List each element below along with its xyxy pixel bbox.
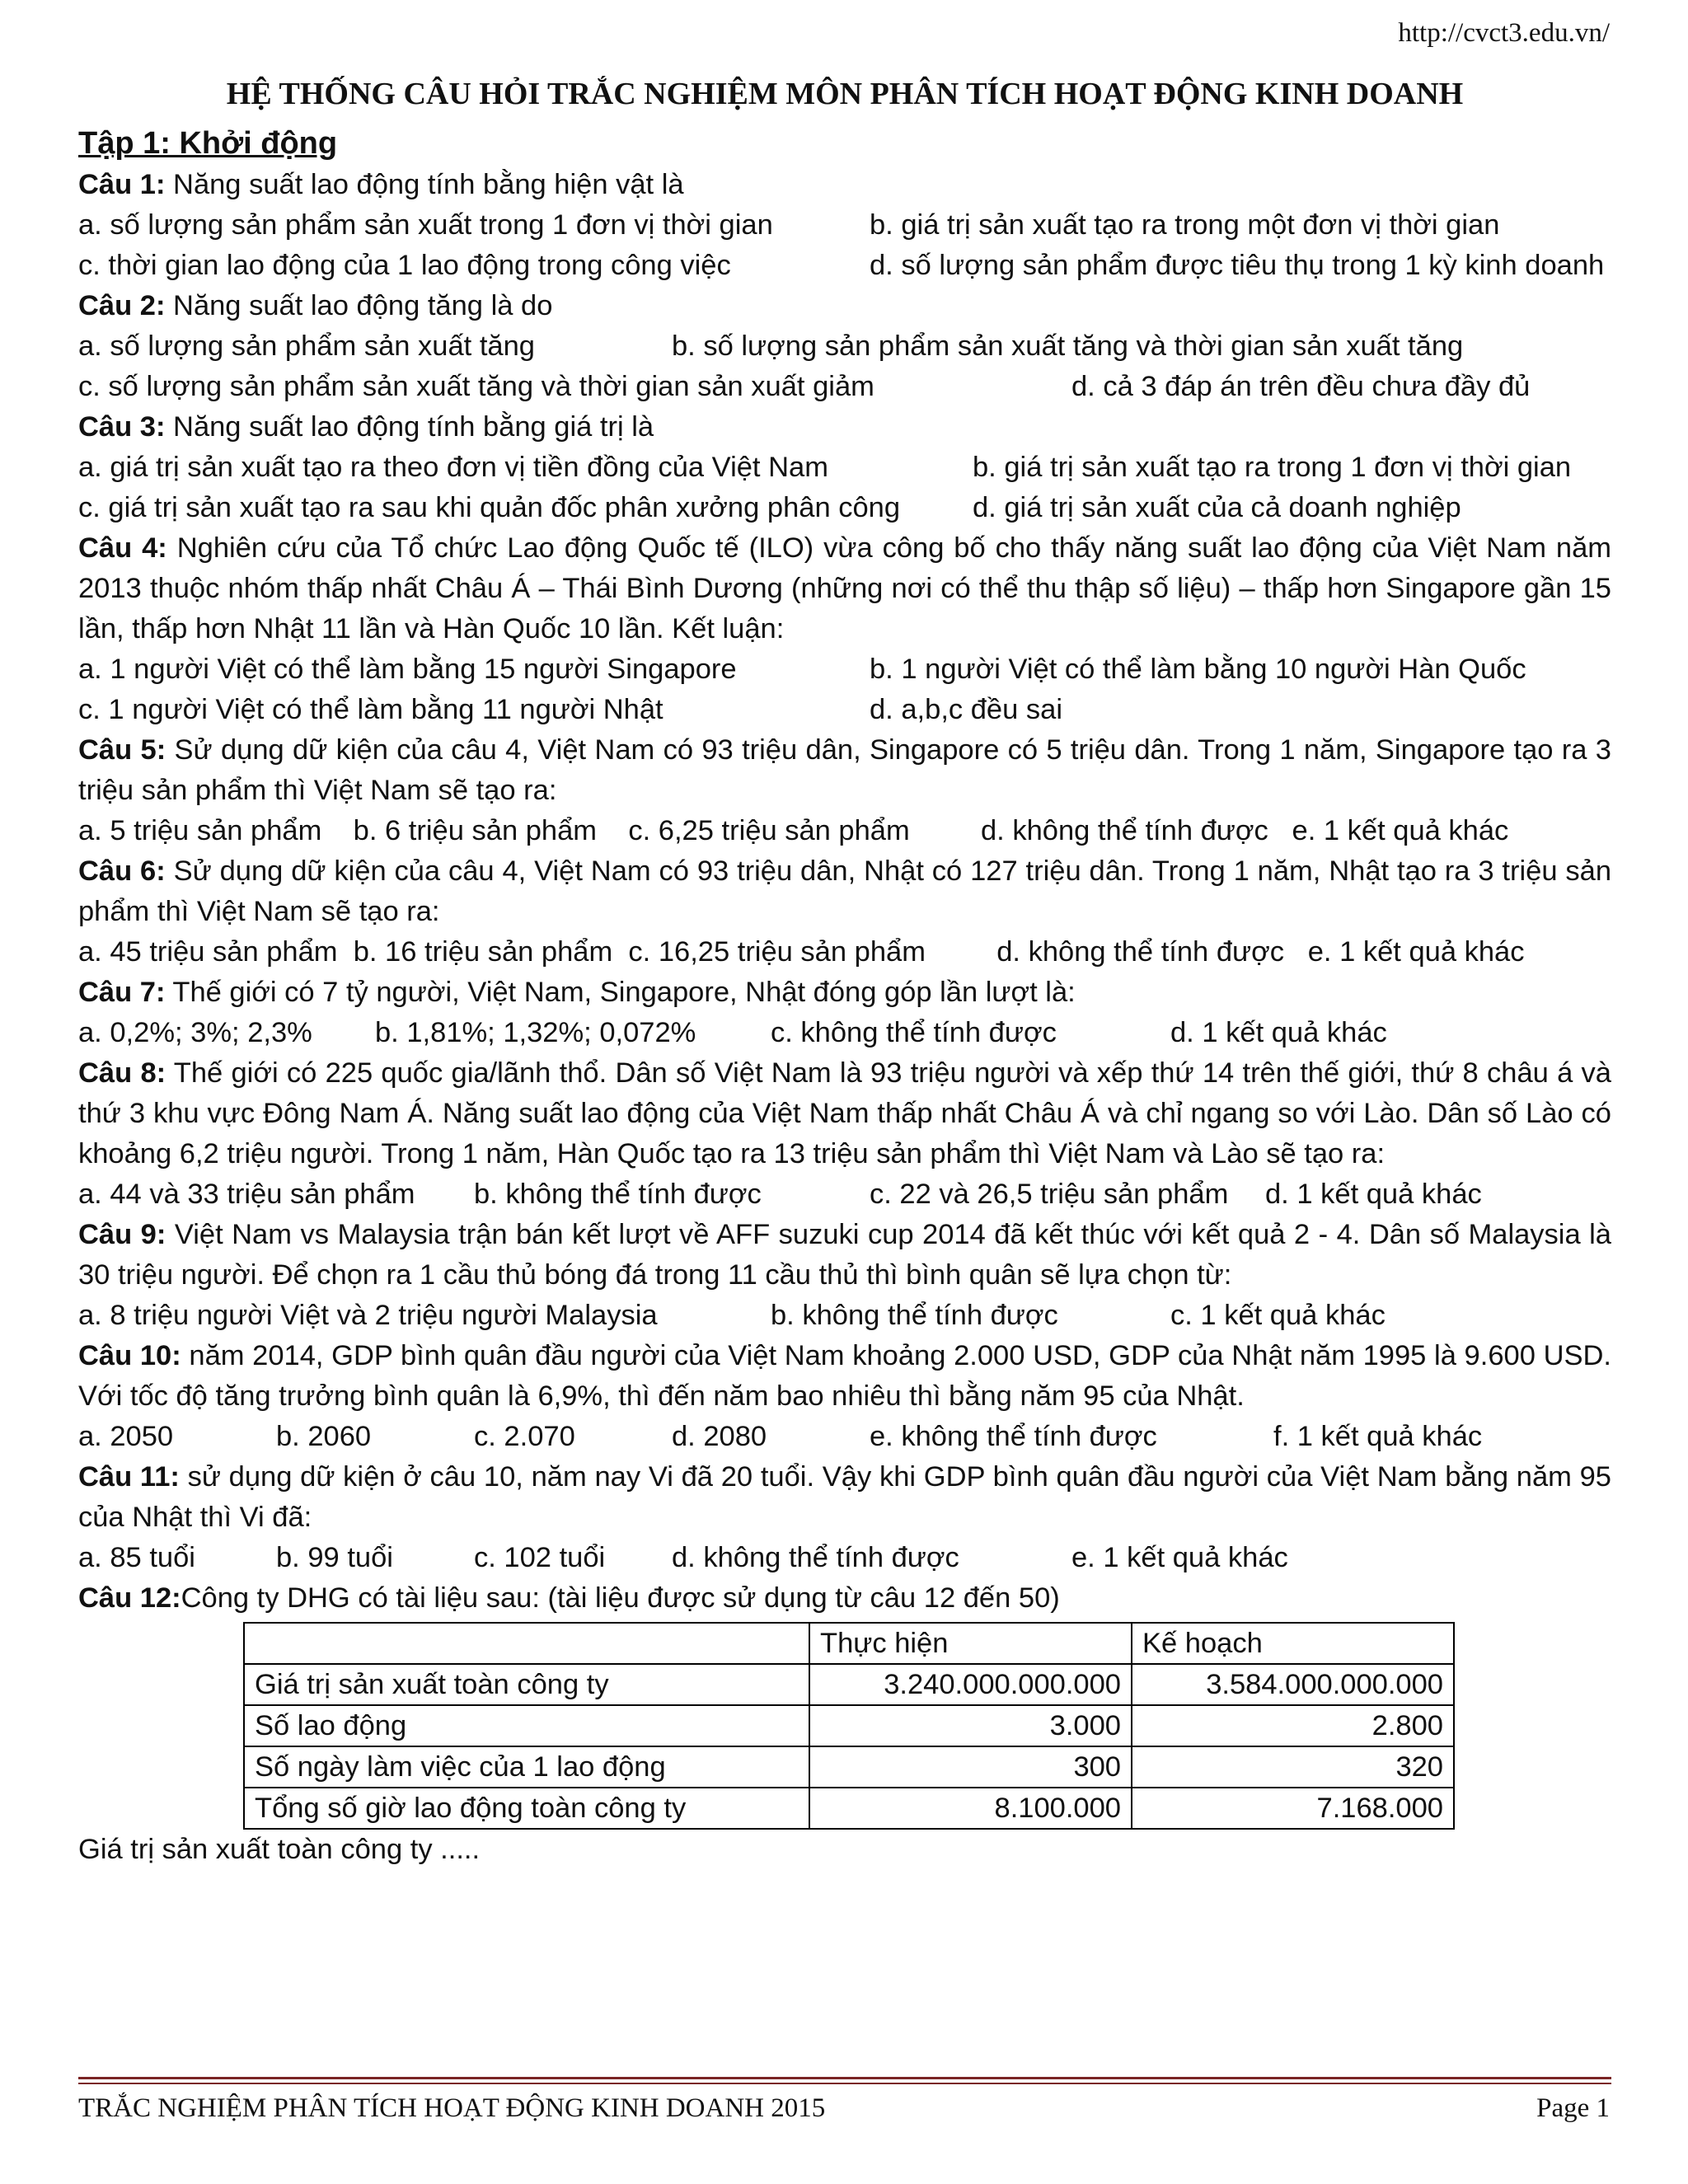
footer-divider: [78, 2077, 1611, 2079]
options-row: [78, 367, 1611, 407]
question-5: [78, 730, 1611, 811]
question-label: Câu 3:: [78, 411, 166, 443]
options-row: [78, 448, 1611, 488]
question-label: Câu 10:: [78, 1340, 181, 1371]
question-label: Câu 4:: [78, 532, 167, 564]
question-label: Câu 12:: [78, 1582, 181, 1614]
options-row: [78, 649, 1611, 690]
option-a: a. số lượng sản phẩm sản xuất tăng: [78, 330, 535, 362]
question-text: Sử dụng dữ kiện của câu 4, Việt Nam có 93 triệu dân, Singapore có 5 triệu dân. Trong 1 năm, Singapore tạo ra 3 triệu sản phẩm thì Việt Nam sẽ tạo ra:: [78, 734, 1611, 806]
options-line: a. 45 triệu sản phẩm b. 16 triệu sản phẩm c. 16,25 triệu sản phẩm d. không thể tính được e. 1 kết quả khác: [78, 936, 1525, 968]
table-header-cell: Kế hoạch: [1132, 1623, 1454, 1664]
question-text: Sử dụng dữ kiện của câu 4, Việt Nam có 93 triệu dân, Nhật có 127 triệu dân. Trong 1 năm, Nhật tạo ra 3 triệu sản phẩm thì Việt Nam sẽ tạo ra:: [78, 855, 1612, 927]
question-text: sử dụng dữ kiện ở câu 10, năm nay Vi đã 20 tuổi. Vậy khi GDP bình quân đầu người của Việt Nam bằng năm 95 của Nhật thì Vi đã:: [78, 1461, 1611, 1533]
footer-divider: [78, 2083, 1611, 2084]
options-row: [78, 1296, 1611, 1336]
question-label: Câu 11:: [78, 1461, 180, 1493]
table-cell: 3.240.000.000.000: [809, 1664, 1132, 1705]
question-text: Năng suất lao động tính bằng hiện vật là: [165, 169, 684, 200]
options-row: [78, 326, 1611, 367]
table-row: [244, 1746, 1454, 1788]
option-d: d. 1 kết quả khác: [1265, 1179, 1482, 1210]
options-row: [78, 690, 1611, 730]
question-label: Câu 5:: [78, 734, 166, 766]
option-c: c. thời gian lao động của 1 lao động trong công việc: [78, 250, 731, 281]
header-url[interactable]: http://cvct3.edu.vn/: [1398, 18, 1610, 48]
table-cell: 320: [1132, 1746, 1454, 1788]
options-line: a. 5 triệu sản phẩm b. 6 triệu sản phẩm c. 6,25 triệu sản phẩm d. không thể tính được e. 1 kết quả khác: [78, 815, 1509, 846]
question-10: [78, 1336, 1611, 1417]
options-row: [78, 1174, 1611, 1215]
options-row: [78, 205, 1611, 246]
option-c: c. giá trị sản xuất tạo ra sau khi quản đốc phân xưởng phân công: [78, 492, 901, 523]
option-b: b. 99 tuổi: [276, 1542, 393, 1573]
option-c: c. 2.070: [474, 1421, 575, 1452]
trailing-text: Giá trị sản xuất toàn công ty .....: [78, 1834, 481, 1865]
question-text: năm 2014, GDP bình quân đầu người của Việt Nam khoảng 2.000 USD, GDP của Nhật năm 1995 là 9.600 USD. Với tốc độ tăng trưởng bình quân là 6,9%, thì đến năm bao nhiêu thì bằng năm 95 của Nhật.: [78, 1340, 1611, 1412]
option-a: a. 44 và 33 triệu sản phẩm: [78, 1179, 415, 1210]
option-d: d. số lượng sản phẩm được tiêu thụ trong 1 kỳ kinh doanh: [870, 250, 1605, 281]
question-text: Năng suất lao động tăng là do: [165, 290, 553, 321]
option-a: a. giá trị sản xuất tạo ra theo đơn vị tiền đồng của Việt Nam: [78, 452, 828, 483]
question-label: Câu 8:: [78, 1057, 166, 1089]
question-9: [78, 1215, 1611, 1296]
table-header-cell: Thực hiện: [809, 1623, 1132, 1664]
table-row: [244, 1788, 1454, 1829]
option-d: d. cả 3 đáp án trên đều chưa đầy đủ: [1071, 371, 1531, 402]
option-b: b. số lượng sản phẩm sản xuất tăng và thời gian sản xuất tăng: [672, 330, 1464, 362]
option-a: a. 85 tuổi: [78, 1542, 195, 1573]
option-b: b. 1 người Việt có thể làm bằng 10 người Hàn Quốc: [870, 654, 1526, 685]
question-1: [78, 165, 1611, 205]
question-label: Câu 9:: [78, 1219, 166, 1250]
question-3: [78, 407, 1611, 448]
table-header-cell: [244, 1623, 809, 1664]
section-title: Tập 1: Khởi động: [78, 126, 338, 161]
option-d: d. 1 kết quả khác: [1170, 1017, 1387, 1048]
table-row: [244, 1705, 1454, 1746]
table-cell: Số ngày làm việc của 1 lao động: [244, 1746, 809, 1788]
page-title: HỆ THỐNG CÂU HỎI TRẮC NGHIỆM MÔN PHÂN TÍCH HOẠT ĐỘNG KINH DOANH: [226, 77, 1464, 111]
question-text: Thế giới có 225 quốc gia/lãnh thổ. Dân số Việt Nam là 93 triệu người và xếp thứ 14 trên thế giới, thứ 8 châu á và thứ 3 khu vực Đông Nam Á. Năng suất lao động của Việt Nam thấp nhất Châu Á và chỉ ngang so với Lào. Dân số Lào có khoảng 6,2 triệu người. Trong 1 năm, Hàn Quốc tạo ra 13 triệu sản phẩm thì Việt Nam và Lào sẽ tạo ra:: [78, 1057, 1611, 1169]
option-c: c. 1 người Việt có thể làm bằng 11 người Nhật: [78, 694, 663, 725]
question-4: [78, 528, 1611, 649]
table-cell: Số lao động: [244, 1705, 809, 1746]
question-text: Việt Nam vs Malaysia trận bán kết lượt về AFF suzuki cup 2014 đã kết thúc với kết quả 2 - 4. Dân số Malaysia là 30 triệu người. Để chọn ra 1 cầu thủ bóng đá trong 11 cầu thủ thì bình quân sẽ lựa chọn từ:: [78, 1219, 1611, 1291]
table-cell: 3.584.000.000.000: [1132, 1664, 1454, 1705]
option-b: b. không thể tính được: [474, 1179, 762, 1210]
question-label: Câu 6:: [78, 855, 166, 887]
option-a: a. 1 người Việt có thể làm bằng 15 người Singapore: [78, 654, 737, 685]
option-a: a. số lượng sản phẩm sản xuất trong 1 đơn vị thời gian: [78, 209, 773, 241]
options-row: [78, 246, 1611, 286]
option-a: a. 8 triệu người Việt và 2 triệu người Malaysia: [78, 1300, 658, 1331]
option-c: c. 102 tuổi: [474, 1542, 606, 1573]
option-f: f. 1 kết quả khác: [1273, 1421, 1483, 1452]
option-c: c. 1 kết quả khác: [1170, 1300, 1386, 1331]
question-label: Câu 7:: [78, 977, 166, 1008]
data-table: [243, 1622, 1455, 1830]
question-12: [78, 1578, 1611, 1619]
document-body: [78, 122, 1611, 1870]
option-d: d. a,b,c đều sai: [870, 694, 1062, 725]
table-header-row: [244, 1623, 1454, 1664]
option-e: e. 1 kết quả khác: [1071, 1542, 1288, 1573]
table-cell: 2.800: [1132, 1705, 1454, 1746]
options-row: [78, 488, 1611, 528]
page-number: Page 1: [1536, 2093, 1610, 2123]
option-b: b. giá trị sản xuất tạo ra trong 1 đơn vị thời gian: [973, 452, 1572, 483]
option-d: d. không thể tính được: [672, 1542, 959, 1573]
table-cell: Giá trị sản xuất toàn công ty: [244, 1664, 809, 1705]
option-c: c. 22 và 26,5 triệu sản phẩm: [870, 1179, 1229, 1210]
question-2: [78, 286, 1611, 326]
question-6: [78, 851, 1611, 932]
option-a: a. 0,2%; 3%; 2,3%: [78, 1017, 312, 1048]
option-b: b. giá trị sản xuất tạo ra trong một đơn vị thời gian: [870, 209, 1500, 241]
table-cell: 300: [809, 1746, 1132, 1788]
option-c: c. không thể tính được: [771, 1017, 1057, 1048]
option-e: e. không thể tính được: [870, 1421, 1157, 1452]
question-label: Câu 2:: [78, 290, 166, 321]
option-d: d. giá trị sản xuất của cả doanh nghiệp: [973, 492, 1461, 523]
option-b: b. 2060: [276, 1421, 372, 1452]
question-text: Nghiên cứu của Tổ chức Lao động Quốc tế (ILO) vừa công bố cho thấy năng suất lao động của Việt Nam năm 2013 thuộc nhóm thấp nhất Châu Á – Thái Bình Dương (những nơi có thể thu thập số liệu) – thấp hơn Singapore gần 15 lần, thấp hơn Nhật 11 lần và Hàn Quốc 10 lần. Kết luận:: [78, 532, 1612, 644]
options-row: [78, 1538, 1611, 1578]
question-11: [78, 1457, 1611, 1538]
option-b: b. không thể tính được: [771, 1300, 1058, 1331]
question-7: [78, 972, 1611, 1013]
table-cell: 8.100.000: [809, 1788, 1132, 1829]
footer-title: TRẮC NGHIỆM PHÂN TÍCH HOẠT ĐỘNG KINH DOANH 2015: [78, 2093, 826, 2123]
options-row: [78, 1013, 1611, 1053]
options-row: [78, 1417, 1611, 1457]
option-b: b. 1,81%; 1,32%; 0,072%: [375, 1017, 696, 1048]
table-cell: Tổng số giờ lao động toàn công ty: [244, 1788, 809, 1829]
table-cell: 3.000: [809, 1705, 1132, 1746]
option-d: d. 2080: [672, 1421, 767, 1452]
question-label: Câu 1:: [78, 169, 166, 200]
question-text: Công ty DHG có tài liệu sau: (tài liệu được sử dụng từ câu 12 đến 50): [181, 1582, 1060, 1614]
option-c: c. số lượng sản phẩm sản xuất tăng và thời gian sản xuất giảm: [78, 371, 874, 402]
question-8: [78, 1053, 1611, 1174]
table-cell: 7.168.000: [1132, 1788, 1454, 1829]
option-a: a. 2050: [78, 1421, 174, 1452]
table-row: [244, 1664, 1454, 1705]
question-text: Thế giới có 7 tỷ người, Việt Nam, Singapore, Nhật đóng góp lần lượt là:: [165, 977, 1076, 1008]
question-text: Năng suất lao động tính bằng giá trị là: [165, 411, 654, 443]
